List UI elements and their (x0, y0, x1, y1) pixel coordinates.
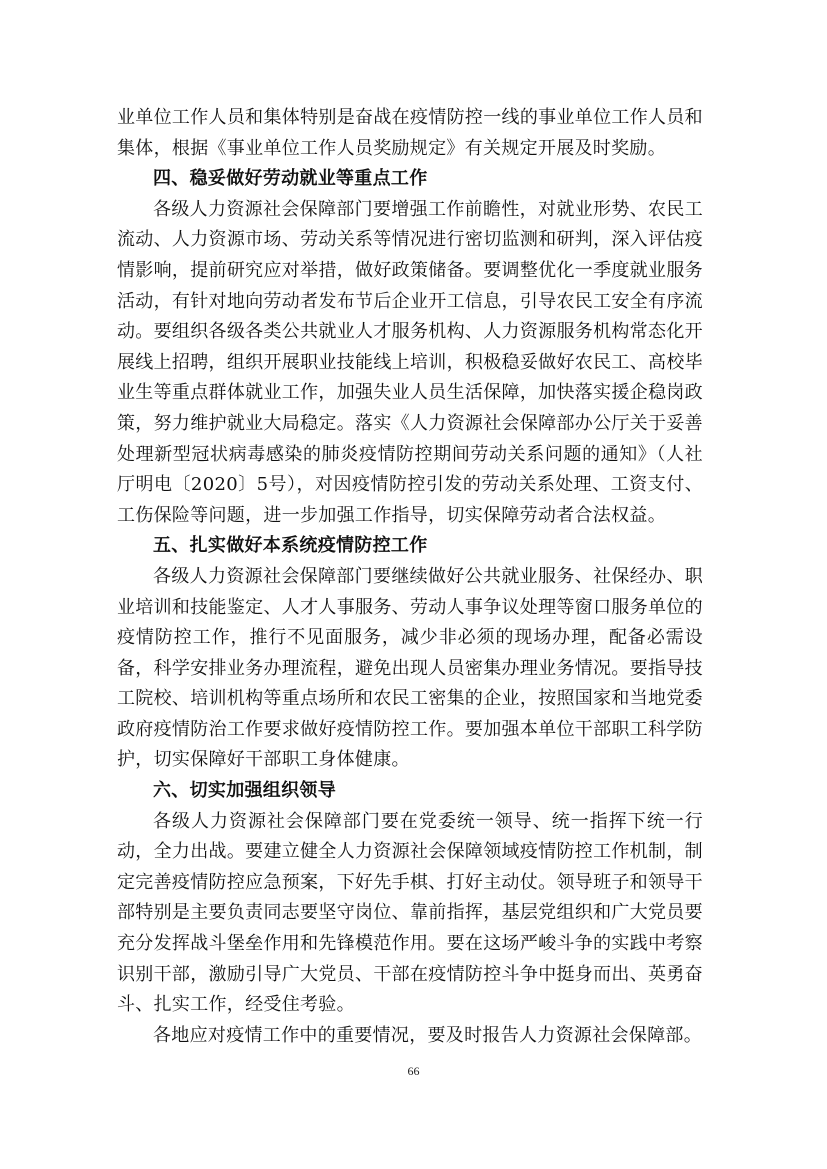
document-body (117, 103, 703, 1051)
section-heading-system-prevention: 五、扎实做好本系统疫情防控工作 (153, 535, 428, 557)
paragraph-award-continuation: 业单位工作人员和集体特别是奋战在疫情防控一线的事业单位工作人员和集体，根据《事业单位工作人员奖励规定》有关规定开展及时奖励。 (117, 107, 703, 159)
section-heading-leadership: 六、切实加强组织领导 (153, 780, 336, 802)
paragraph-system-prevention: 各级人力资源社会保障部门要继续做好公共就业服务、社保经办、职业培训和技能鉴定、人才人事服务、劳动人事争议处理等窗口服务单位的疫情防控工作，推行不见面服务，减少非必须的现场办理，配备必需设备，科学安排业务办理流程，避免出现人员密集办理业务情况。要指导技工院校、培训机构等重点场所和农民工密集的企业，按照国家和当地党委政府疫情防治工作要求做好疫情防控工作。要加强本单位干部职工科学防护，切实保障好干部职工身体健康。 (117, 565, 703, 771)
paragraph-leadership: 各级人力资源社会保障部门要在党委统一领导、统一指挥下统一行动，全力出战。要建立健全人力资源社会保障领域疫情防控工作机制，制定完善疫情防控应急预案，下好先手棋、打好主动仗。领导班子和领导干部特别是主要负责同志要坚守岗位、靠前指挥，基层党组织和广大党员要充分发挥战斗堡垒作用和先锋模范作用。要在这场严峻斗争的实践中考察识别干部，激励引导广大党员、干部在疫情防控斗争中挺身而出、英勇奋斗、扎实工作，经受住考验。 (117, 810, 703, 1016)
paragraph-reporting: 各地应对疫情工作中的重要情况，要及时报告人力资源社会保障部。 (153, 1024, 702, 1046)
section-heading-employment: 四、稳妥做好劳动就业等重点工作 (153, 168, 428, 190)
paragraph-employment: 各级人力资源社会保障部门要增强工作前瞻性，对就业形势、农民工流动、人力资源市场、劳动关系等情况进行密切监测和研判，深入评估疫情影响，提前研究应对举措，做好政策储备。要调整优化一季度就业服务活动，有针对地向劳动者发布节后企业开工信息，引导农民工安全有序流动。要组织各级各类公共就业人才服务机构、人力资源服务机构常态化开展线上招聘，组织开展职业技能线上培训，积极稳妥做好农民工、高校毕业生等重点群体就业工作，加强失业人员生活保障，加快落实援企稳岗政策，努力维护就业大局稳定。落实《人力资源社会保障部办公厅关于妥善处理新型冠状病毒感染的肺炎疫情防控期间劳动关系问题的通知》（人社厅明电〔2020〕5号），对因疫情防控引发的劳动关系处理、工资支付、工伤保险等问题，进一步加强工作指导，切实保障劳动者合法权益。 (117, 198, 703, 526)
page-number: 66 (407, 1064, 420, 1078)
